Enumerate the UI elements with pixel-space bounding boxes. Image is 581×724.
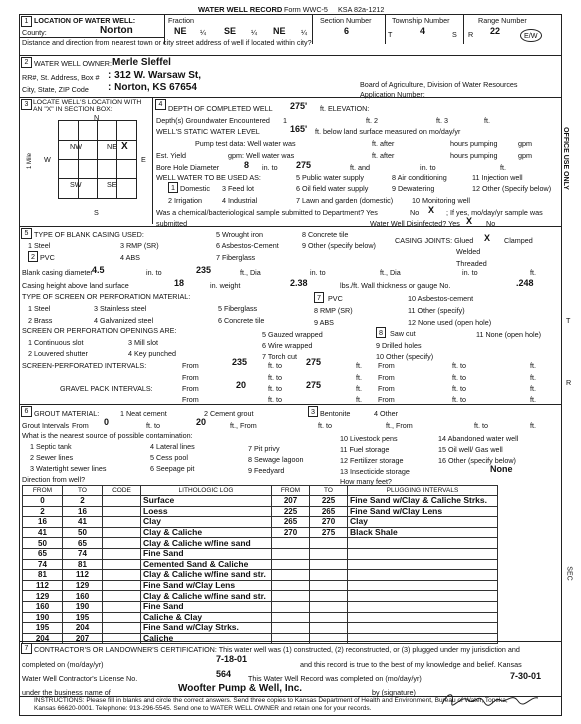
owner-value: Merle Sleffel	[112, 57, 171, 68]
table-cell: 81	[23, 570, 63, 581]
table-cell: 50	[23, 538, 63, 549]
static-level-label: WELL'S STATIC WATER LEVEL	[156, 127, 260, 136]
table-cell	[272, 601, 310, 612]
table-cell: Caliche & Clay	[141, 612, 272, 623]
table-cell	[103, 517, 141, 528]
table-cell: 225	[272, 506, 310, 517]
table-cell	[272, 612, 310, 623]
ew-circle: E/W	[520, 29, 542, 42]
table-cell	[348, 623, 498, 634]
table-cell	[348, 601, 498, 612]
depth-value: 275'	[290, 101, 308, 111]
table-cell	[348, 570, 498, 581]
table-cell	[310, 591, 348, 602]
county-value: Norton	[100, 25, 133, 36]
table-cell	[272, 580, 310, 591]
ksa-number: KSA 82a-1212	[338, 5, 385, 14]
table-cell: 81	[63, 559, 103, 570]
table-cell	[103, 580, 141, 591]
section-grid: NW NE X SW SE	[58, 120, 137, 199]
certification-text: CONTRACTOR'S OR LANDOWNER'S CERTIFICATION: This water well was (1) constructed, (2) reconstructed, or (3) plugged under my jurisdiction and	[34, 645, 520, 654]
address-value: : 312 W. Warsaw St,	[108, 70, 201, 81]
table-cell: 41	[63, 517, 103, 528]
table-row	[23, 612, 498, 623]
table-cell: 50	[63, 527, 103, 538]
use-label: WELL WATER TO BE USED AS:	[156, 173, 261, 182]
table-cell: 2	[23, 506, 63, 517]
bore-diameter: 8	[244, 160, 250, 170]
bentonite-check: 3	[308, 406, 318, 417]
completed-date: 7-18-01	[216, 654, 248, 664]
table-cell: 270	[272, 527, 310, 538]
table-cell: Clay & Caliche	[141, 527, 272, 538]
table-row	[23, 517, 498, 528]
table-cell	[103, 591, 141, 602]
table-cell	[103, 506, 141, 517]
table-cell	[103, 601, 141, 612]
table-cell	[310, 612, 348, 623]
table-cell: Loess	[141, 506, 272, 517]
table-cell	[310, 559, 348, 570]
table-cell: 207	[272, 496, 310, 507]
table-cell	[348, 580, 498, 591]
table-cell	[103, 538, 141, 549]
table-cell	[310, 570, 348, 581]
table-cell	[310, 633, 348, 644]
table-cell: 207	[63, 633, 103, 644]
address-label: RR#, St. Address, Box #	[22, 73, 100, 82]
board-text: Board of Agriculture, Division of Water Resources	[360, 80, 518, 89]
pvc-casing-check: 2	[28, 251, 38, 262]
locate-label-1: LOCATE WELL'S LOCATION WITH	[33, 99, 142, 106]
table-cell: 275	[310, 527, 348, 538]
table-cell	[103, 623, 141, 634]
table-cell	[272, 623, 310, 634]
record-date: 7-30-01	[510, 671, 542, 681]
table-cell: 74	[23, 559, 63, 570]
table-cell	[310, 548, 348, 559]
table-cell: 195	[23, 623, 63, 634]
table-row	[23, 633, 498, 644]
section-number-label: Section Number	[320, 16, 372, 25]
city-label: City, State, ZIP Code	[22, 85, 89, 94]
table-cell	[310, 623, 348, 634]
table-row	[23, 496, 498, 507]
table-cell	[272, 548, 310, 559]
table-cell	[348, 559, 498, 570]
township-number: 4	[420, 26, 426, 36]
table-cell: 16	[23, 517, 63, 528]
table-cell: 16	[63, 506, 103, 517]
office-use-only: OFFICE USE ONLY	[561, 127, 569, 190]
license-number: 564	[216, 669, 232, 679]
table-cell: Fine Sand w/Clay Strks.	[141, 623, 272, 634]
table-cell	[103, 612, 141, 623]
table-cell: Fine Sand	[141, 548, 272, 559]
table-row	[23, 570, 498, 581]
table-cell: Clay	[141, 517, 272, 528]
mile-label: 1 Mile	[27, 152, 34, 170]
section-1-number: 1	[21, 16, 32, 27]
table-cell: 74	[63, 548, 103, 559]
table-cell: 112	[63, 570, 103, 581]
static-level-value: 165'	[290, 124, 308, 134]
location-label: LOCATION OF WATER WELL:	[34, 16, 136, 25]
owner-label: WATER WELL OWNER:	[34, 59, 112, 68]
table-cell: 204	[23, 633, 63, 644]
table-cell: 112	[23, 580, 63, 591]
township-label: Township Number	[392, 16, 450, 25]
city-value: : Norton, KS 67654	[108, 82, 197, 93]
table-row	[23, 527, 498, 538]
table-cell	[103, 496, 141, 507]
table-cell	[103, 527, 141, 538]
range-number: 22	[490, 26, 501, 36]
table-row	[23, 580, 498, 591]
table-cell: 129	[63, 580, 103, 591]
table-row	[23, 506, 498, 517]
table-cell	[103, 559, 141, 570]
table-row	[23, 601, 498, 612]
table-cell: 190	[63, 601, 103, 612]
table-cell	[272, 538, 310, 549]
table-cell: Fine Sand w/Clay Lens	[348, 506, 498, 517]
table-cell: Clay & Caliche w/fine sand str.	[141, 570, 272, 581]
table-cell: Black Shale	[348, 527, 498, 538]
business-name: Woofter Pump & Well, Inc.	[178, 683, 303, 694]
table-cell	[272, 570, 310, 581]
table-cell	[310, 601, 348, 612]
table-cell: 160	[63, 591, 103, 602]
table-cell: Surface	[141, 496, 272, 507]
table-cell: 65	[63, 538, 103, 549]
location-x-mark: X	[121, 141, 128, 152]
table-cell: 65	[23, 548, 63, 559]
pvc-screen-check: 7	[314, 292, 324, 303]
table-cell: 41	[23, 527, 63, 538]
table-cell: Clay	[348, 517, 498, 528]
depth-label: DEPTH OF COMPLETED WELL	[168, 104, 273, 113]
table-cell: 270	[310, 517, 348, 528]
table-cell	[103, 548, 141, 559]
distance-question: Distance and direction from nearest town or city street address of well if located within city?	[22, 38, 312, 47]
table-row	[23, 538, 498, 549]
table-cell: Fine Sand w/Clay Lens	[141, 580, 272, 591]
table-cell: 160	[23, 601, 63, 612]
form-number: Form WWC-5	[284, 5, 328, 14]
table-cell: Cemented Sand & Caliche	[141, 559, 272, 570]
table-row	[23, 623, 498, 634]
table-cell: 0	[23, 496, 63, 507]
table-cell: 204	[63, 623, 103, 634]
table-row	[23, 591, 498, 602]
table-cell	[348, 633, 498, 644]
table-cell	[348, 591, 498, 602]
table-cell: Fine Sand w/Clay & Caliche Strks.	[348, 496, 498, 507]
table-cell: 2	[63, 496, 103, 507]
application-number-label: Application Number:	[360, 90, 425, 99]
table-cell	[348, 548, 498, 559]
table-cell: Fine Sand	[141, 601, 272, 612]
table-cell: 190	[23, 612, 63, 623]
domestic-check: 1	[168, 182, 178, 193]
table-cell: 265	[310, 506, 348, 517]
table-cell	[272, 633, 310, 644]
range-label: Range Number	[478, 16, 527, 25]
table-cell	[272, 559, 310, 570]
table-cell: Clay & Caliche w/fine sand str.	[141, 591, 272, 602]
section-number: 6	[344, 26, 350, 36]
table-cell: 265	[272, 517, 310, 528]
table-cell: 225	[310, 496, 348, 507]
table-cell	[272, 591, 310, 602]
lithologic-log-table: FROM TO CODE LITHOLOGIC LOG FROM TO PLUGGING INTERVALS 0 2 Surface 207 225 Fine Sand w/Clay & Caliche Strks. 2 16 Loess 225 265 Fine Sand w/Clay Lens 16 41 Clay 265 270 Clay 41 50 Clay & Caliche 270 275 Black Shale 50 65 Clay & Caliche w/fine sand 65 74 Fine Sand 74 81 Cemented Sand & Caliche 81 112 Clay & Caliche w/fine sand str. 112 129 Fine Sand w/Clay Lens 129 160 Clay & Caliche w/fine sand str. 160 190 Fine Sand 190 195 Caliche & Clay 195 204 Fine Sand w/Clay Strks. 204 207 Caliche	[22, 485, 498, 644]
table-cell: 129	[23, 591, 63, 602]
table-cell	[310, 580, 348, 591]
table-row	[23, 559, 498, 570]
table-cell: 195	[63, 612, 103, 623]
county-label: County:	[22, 28, 47, 37]
table-cell	[103, 633, 141, 644]
fraction-label: Fraction	[168, 16, 194, 25]
bore-depth: 275	[296, 160, 312, 170]
table-cell	[348, 612, 498, 623]
form-title: WATER WELL RECORD	[198, 5, 283, 14]
table-cell	[103, 570, 141, 581]
table-cell	[348, 538, 498, 549]
saw-cut-check: 8	[376, 327, 386, 338]
table-cell: Caliche	[141, 633, 272, 644]
table-cell: Clay & Caliche w/fine sand	[141, 538, 272, 549]
locate-label-2: AN "X" IN SECTION BOX:	[33, 106, 113, 113]
table-cell	[310, 538, 348, 549]
table-row	[23, 548, 498, 559]
